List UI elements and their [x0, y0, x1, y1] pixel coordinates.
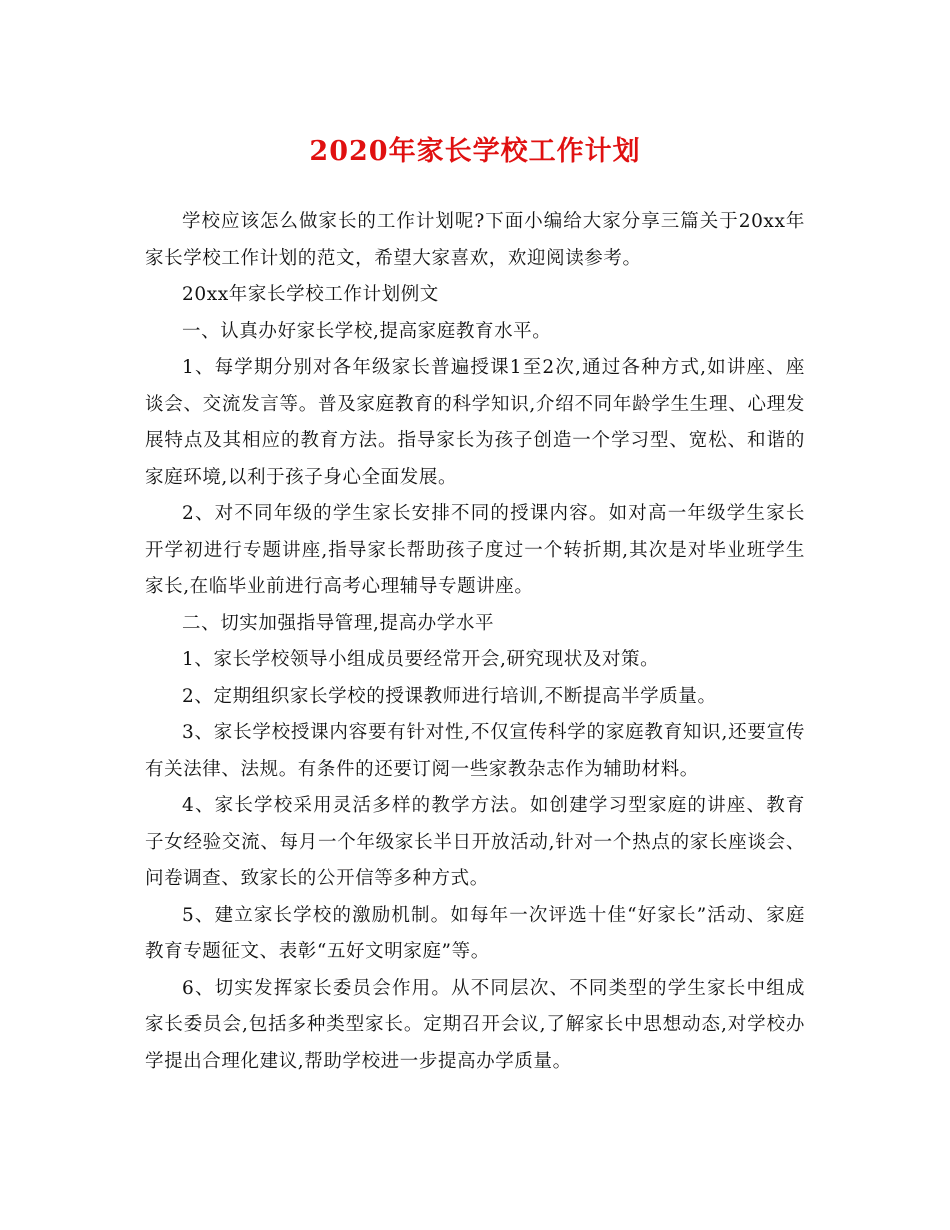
section-subtitle: 20xx年家长学校工作计划例文 [182, 284, 439, 305]
paragraph-2-3: 3、家长学校授课内容要有针对性,不仅宣传科学的家庭教育知识,还要宣传有关法律、法规。有条件的还要订阅一些家教杂志作为辅助材料。 [145, 722, 805, 780]
paragraph-1-2: 2、对不同年级的学生家长安排不同的授课内容。如对高一年级学生家长开学初进行专题讲座,指导家长帮助孩子度过一个转折期,其次是对毕业班学生家长,在临毕业前进行高考心理辅导专题讲座。 [145, 503, 805, 597]
paragraph-2-2: 2、定期组织家长学校的授课教师进行培训,不断提高半学质量。 [182, 685, 717, 707]
section-heading-1: 一、认真办好家长学校,提高家庭教育水平。 [182, 320, 552, 342]
paragraph-2-1: 1、家长学校领导小组成员要经常开会,研究现状及对策。 [182, 649, 660, 670]
section-heading-2: 二、切实加强指导管理,提高办学水平 [182, 612, 495, 634]
intro-paragraph: 学校应该怎么做家长的工作计划呢?下面小编给大家分享三篇关于20xx年家长学校工作计划的范文，希望大家喜欢，欢迎阅读参考。 [145, 211, 805, 269]
paragraph-2-5: 5、建立家长学校的激励机制。如每年一次评选十佳“好家长”活动、家庭教育专题征文、表彰“五好文明家庭”等。 [145, 904, 805, 962]
paragraph-2-4: 4、家长学校采用灵活多样的教学方法。如创建学习型家庭的讲座、教育子女经验交流、每月一个年级家长半日开放活动,针对一个热点的家长座谈会、问卷调查、致家长的公开信等多种方式。 [145, 795, 805, 889]
paragraph-1-1: 1、每学期分别对各年级家长普遍授课1至2次,通过各种方式,如讲座、座谈会、交流发言等。普及家庭教育的科学知识,介绍不同年龄学生生理、心理发展特点及其相应的教育方法。指导家长为孩子创造一个学习型、宽松、和谐的家庭环境,以利于孩子身心全面发展。 [145, 357, 805, 488]
document-body [145, 204, 805, 1080]
paragraph-2-6: 6、切实发挥家长委员会作用。从不同层次、不同类型的学生家长中组成家长委员会,包括多种类型家长。定期召开会议,了解家长中思想动态,对学校办学提出合理化建议,帮助学校进一步提高办学质量。 [145, 977, 805, 1072]
document-title: 2020年家长学校工作计划 [309, 136, 641, 167]
